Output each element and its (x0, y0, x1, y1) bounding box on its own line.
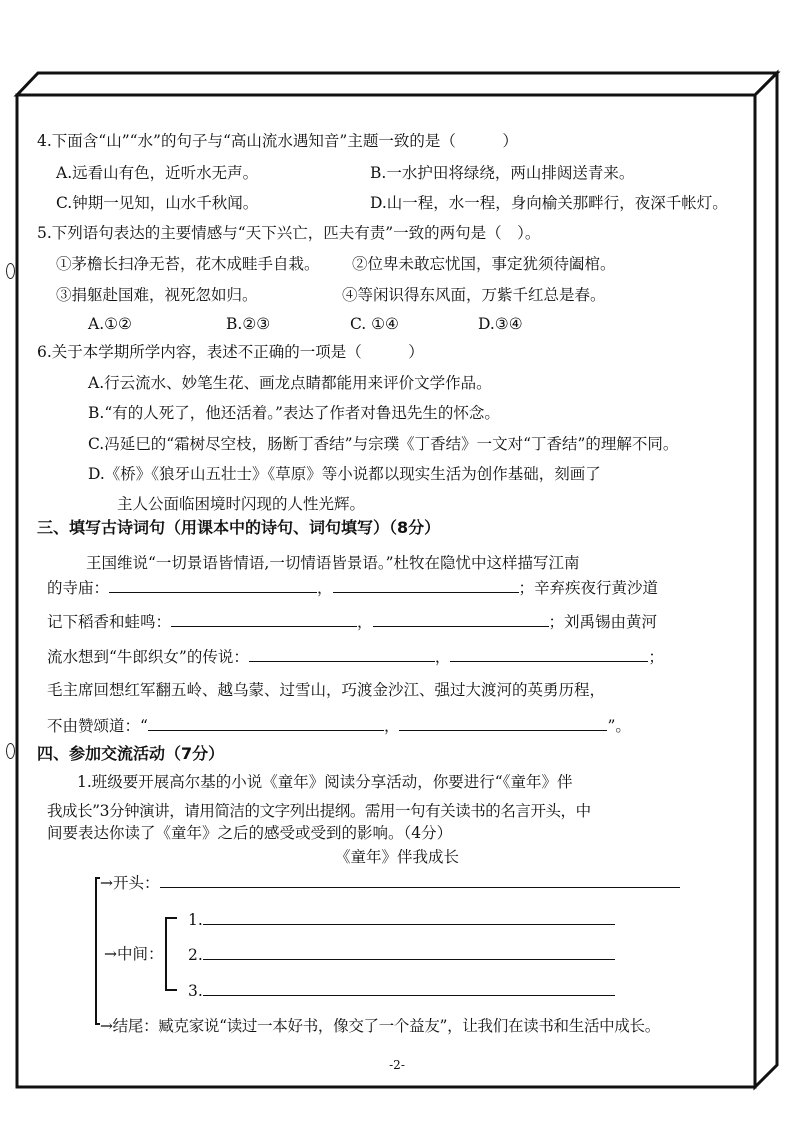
sec3-line-6-suffix: ”。 (607, 717, 631, 735)
q5-option-d: D.③④ (478, 315, 523, 333)
sec3-line-3-prefix: 记下稻香和蛙鸣： (47, 613, 172, 631)
outline-item-1 (188, 908, 615, 931)
sec4-paragraph-2: 我成长”3分钟演讲，请用简洁的文字列出提纲。需用一句有关读书的名言开头，中 (47, 802, 591, 820)
q6-stem: 6.关于本学期所学内容，表述不正确的一项是（ ） (37, 343, 424, 361)
sec3-comma: ， (357, 613, 373, 631)
q5-sentence-3: ③捐躯赴国难，视死忽如归。 (56, 286, 258, 304)
q6-option-d-line2: 主人公面临困境时闪现的人性光辉。 (117, 495, 366, 513)
q5-option-b: B.②③ (226, 315, 271, 333)
q6-option-b: B.“有的人死了，他还活着。”表达了作者对鲁迅先生的怀念。 (88, 404, 500, 422)
outline-item-1-number: 1. (188, 911, 203, 929)
q4-option-d: D.山一程，水一程，身向榆关那畔行，夜深千帐灯。 (370, 194, 728, 212)
outline-item-3-number: 3. (188, 982, 203, 1000)
sec3-line-2-prefix: 的寺庙： (47, 579, 110, 597)
q6-option-a: A.行云流水、妙笔生花、画龙点睛都能用来评价文学作品。 (88, 374, 492, 392)
outline-item-3 (188, 979, 615, 1002)
sec3-comma: ， (434, 648, 451, 666)
outline-start-row (100, 871, 680, 894)
sec3-line-6-prefix: 不由赞颂道：“ (47, 717, 148, 735)
sec4-paragraph-3: 间要表达你读了《童年》之后的感受或受到的影响。（4分） (47, 824, 453, 842)
q4-stem: 4.下面含“山”“水”的句子与“高山流水遇知音”主题一致的是（ ） (37, 132, 518, 150)
outline-item-2-blank[interactable] (203, 943, 615, 960)
sec3-line-4-suffix: ； (648, 648, 664, 666)
q5-option-c: C. ①④ (350, 315, 399, 333)
outline-title: 《童年》伴我成长 (334, 848, 459, 866)
section-4-title: 四、参加交流活动（7分） (37, 744, 225, 763)
q5-stem: 5.下列语句表达的主要情感与“天下兴亡，匹夫有责”一致的两句是（ ）。 (37, 224, 541, 242)
outline-start-label: →开头： (100, 874, 160, 892)
outline-item-3-blank[interactable] (203, 979, 615, 996)
outline-item-2-number: 2. (188, 946, 203, 964)
q5-option-a: A.①② (88, 315, 132, 333)
q5-sentence-2: ②位卑未敢忘忧国，事定犹须待阖棺。 (352, 255, 616, 273)
outline-item-1-blank[interactable] (203, 908, 615, 925)
q6-option-c: C.冯延巳的“霜树尽空枝，肠断丁香结”与宗璞《丁香结》一文对“丁香结”的理解不同。 (88, 435, 679, 453)
page-number: -2- (389, 1058, 405, 1072)
q5-sentence-4: ④等闲识得东风面，万紫千红总是春。 (342, 286, 606, 304)
q4-option-b: B.一水护田将绿绕，两山排闼送青来。 (370, 164, 635, 182)
sec3-line-2-suffix: ；辛弃疾夜行黄沙道 (518, 579, 659, 597)
sec3-comma: ， (317, 579, 333, 597)
outline-middle-label: →中间： (104, 945, 164, 963)
outline-start-blank[interactable] (160, 871, 680, 888)
q4-option-a: A.远看山有色，近听水无声。 (56, 164, 259, 182)
q6-option-d-line1: D.《桥》《狼牙山五壮士》《草原》等小说都以现实生活为创作基础，刻画了 (88, 465, 601, 483)
sec3-line-1: 王国维说“一切景语皆情语,一切情语皆景语。”杜牧在隐忧中这样描写江南 (86, 554, 580, 572)
section-3-title: 三、填写古诗词句（用课本中的诗句、词句填写）（8分） (37, 518, 441, 537)
outline-end-row: →结尾：臧克家说“读过一本好书，像交了一个益友”，让我们在读书和生活中成长。 (100, 1017, 660, 1035)
sec3-line-5: 毛主席回想红军翻五岭、越乌蒙、过雪山，巧渡金沙江、强过大渡河的英勇历程， (47, 681, 606, 699)
sec3-line-3-suffix: ；刘禹锡由黄河 (548, 613, 658, 631)
sec4-paragraph-1: 1.班级要开展高尔基的小说《童年》阅读分享活动，你要进行“《童年》伴 (77, 773, 573, 791)
sec3-line-4-prefix: 流水想到“牛郎织女”的传说： (47, 648, 249, 666)
q5-sentence-1: ①茅檐长扫净无苔，花木成畦手自栽。 (56, 255, 320, 273)
outline-item-2 (188, 943, 615, 966)
sec3-comma: ， (383, 717, 400, 735)
q4-option-c: C.钟期一见知，山水千秋闻。 (56, 194, 259, 212)
